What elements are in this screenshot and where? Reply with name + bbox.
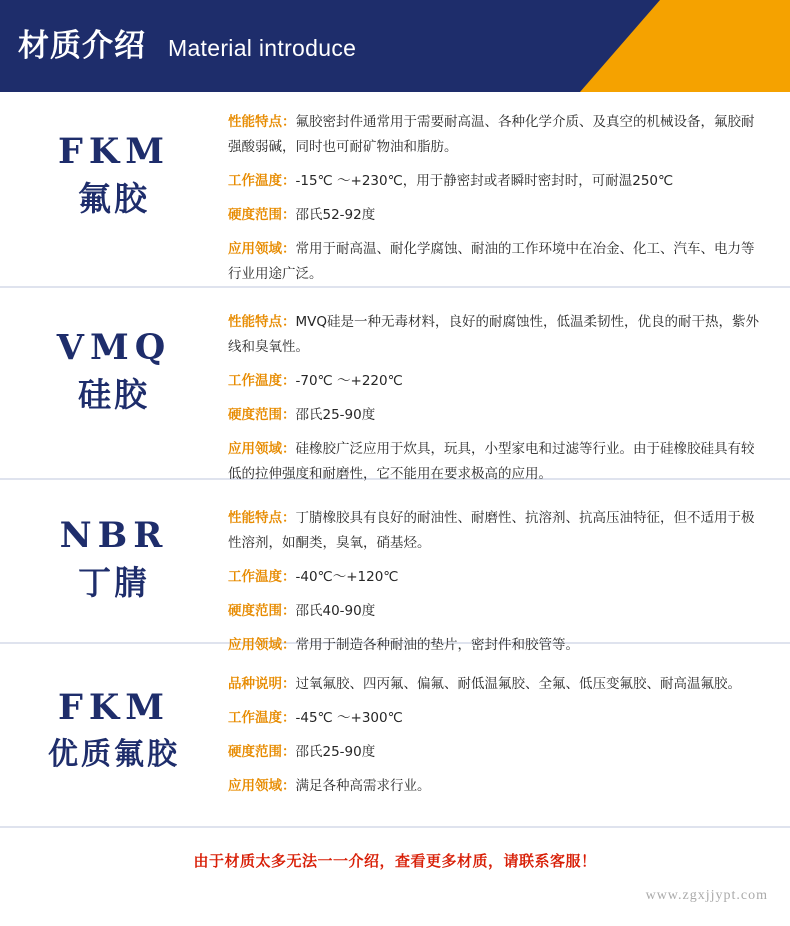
spec-value: -40℃～+120℃ [295,569,399,585]
spec-value: 满足各种高需求行业。 [295,778,431,794]
material-heading [0,500,228,606]
material-name: 丁腈 [78,563,150,602]
spec-label: 应用领域： [228,778,296,794]
material-code: NBR [59,515,169,556]
spec-label: 品种说明： [228,676,296,692]
spec-label: 硬度范围： [228,603,296,619]
spec-label: 工作温度： [228,569,296,585]
material-specs [228,108,790,287]
spec-row [228,599,766,624]
spec-row [228,310,766,360]
spec-value: -15℃ ～+230℃，用于静密封或者瞬时密封时，可耐温250℃ [295,173,674,189]
material-heading [0,108,228,222]
material-specs [228,500,790,658]
spec-value: 过氧氟胶、四丙氟、偏氟、耐低温氟胶、全氟、低压变氟胶、耐高温氟胶。 [295,676,741,692]
material-card [0,644,790,826]
spec-value: 氟胶密封件通常用于需要耐高温、各种化学介质、及真空的机械设备，氟胶耐强酸弱碱，同时也可耐矿物油和脂肪。 [228,114,755,155]
spec-row [228,672,766,697]
spec-row [228,237,766,287]
spec-row [228,203,766,228]
spec-value: 邵氏52-92度 [295,207,376,223]
material-card [0,92,790,288]
spec-label: 硬度范围： [228,744,296,760]
spec-label: 硬度范围： [228,207,296,223]
material-code: FKM [57,131,170,172]
spec-label: 性能特点： [228,510,296,526]
material-card [0,288,790,480]
spec-value: 邵氏25-90度 [295,407,376,423]
spec-value: -45℃ ～+300℃ [295,710,403,726]
footer-note: 由于材质太多无法一一介绍，查看更多材质，请联系客服！ [193,852,597,870]
spec-label: 应用领域： [228,637,296,653]
spec-row [228,740,766,765]
material-name: 优质氟胶 [48,737,180,772]
material-specs [228,666,790,799]
material-code: VMQ [56,327,172,368]
spec-value: MVQ硅是一种无毒材料，良好的耐腐蚀性，低温柔韧性，优良的耐干热，紫外线和臭氧性。 [228,314,760,355]
material-card [0,480,790,653]
material-code: FKM [57,687,170,728]
page-header [0,0,790,92]
spec-value: 常用于制造各种耐油的垫片，密封件和胶管等。 [295,637,579,653]
page-title-en: Material introduce [168,35,357,61]
spec-value: 邵氏25-90度 [295,744,376,760]
spec-label: 硬度范围： [228,407,296,423]
spec-row [228,369,766,394]
spec-label: 工作温度： [228,173,296,189]
page-footer [0,826,790,914]
material-heading [0,306,228,418]
spec-label: 应用领域： [228,441,296,457]
spec-row [228,506,766,556]
spec-value: 邵氏40-90度 [295,603,376,619]
spec-row [228,110,766,160]
spec-row [228,403,766,428]
spec-label: 工作温度： [228,710,296,726]
spec-row [228,169,766,194]
spec-value: 丁腈橡胶具有良好的耐油性、耐磨性、抗溶剂、抗高压油特征，但不适用于极性溶剂，如酮类，臭氧，硝基烃。 [228,510,755,551]
spec-value: 硅橡胶广泛应用于炊具，玩具，小型家电和过滤等行业。由于硅橡胶硅具有较低的拉伸强度和耐磨性，它不能用在要求极高的应用。 [228,441,755,482]
materials-list [0,92,790,826]
material-name: 氟胶 [78,179,150,218]
spec-row [228,774,766,799]
spec-row [228,706,766,731]
spec-value: -70℃ ～+220℃ [295,373,403,389]
spec-label: 性能特点： [228,314,296,330]
spec-label: 工作温度： [228,373,296,389]
material-heading [0,666,228,778]
spec-value: 常用于耐高温、耐化学腐蚀、耐油的工作环境中在冶金、化工、汽车、电力等行业用途广泛。 [228,241,755,282]
spec-label: 性能特点： [228,114,296,130]
material-name: 硅胶 [78,375,150,414]
page-title-cn: 材质介绍 [18,28,146,64]
spec-label: 应用领域： [228,241,296,257]
footer-website-url: www.zgxjjypt.com [645,888,768,903]
material-specs [228,306,790,487]
spec-row [228,565,766,590]
